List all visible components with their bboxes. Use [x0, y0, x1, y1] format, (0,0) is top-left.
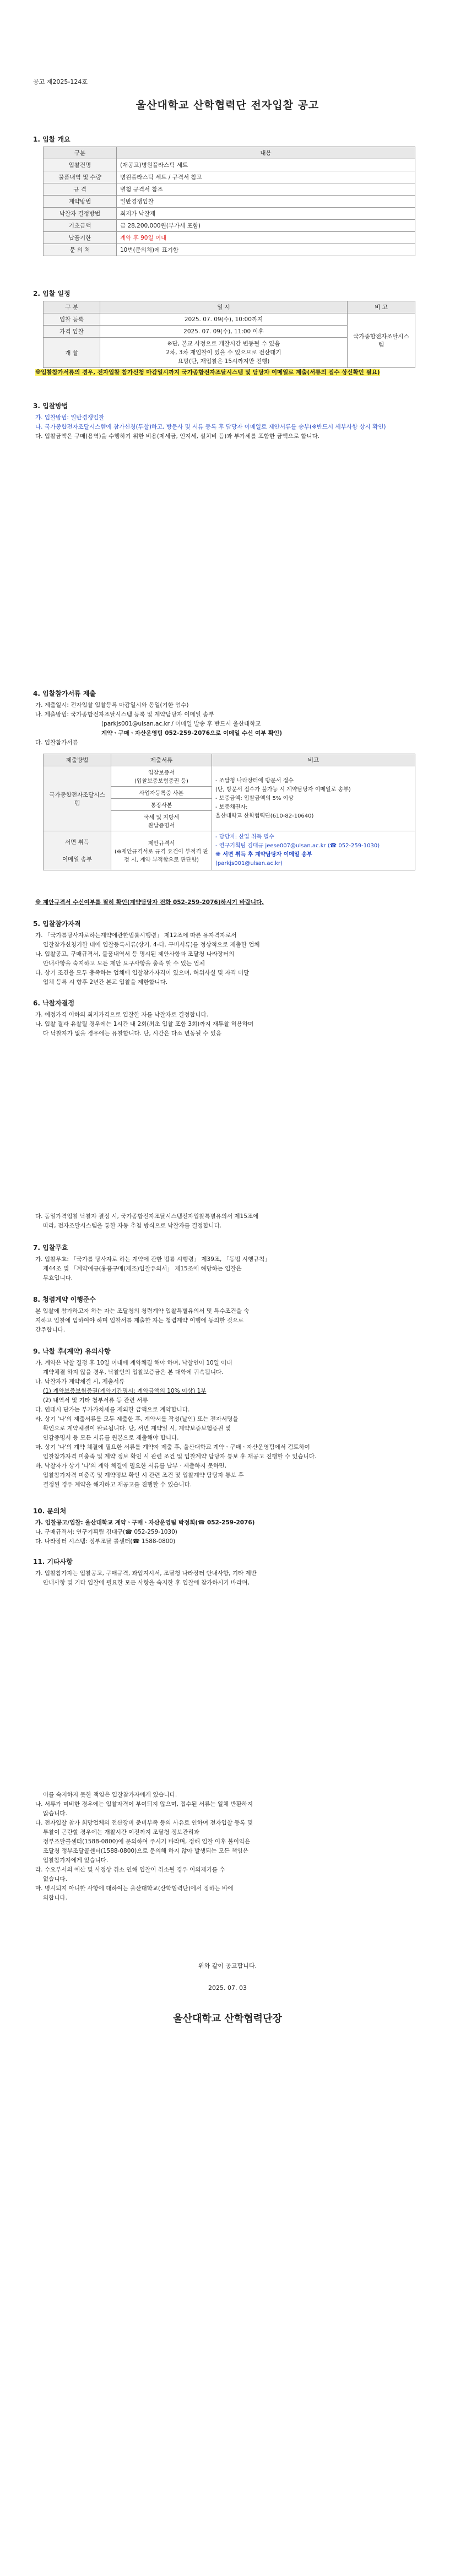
section-9-body	[35, 1359, 426, 1490]
list-item: 안내사항을 숙지하고 모든 제안 요구사항을 충족 할 수 있는 업체	[43, 960, 205, 967]
highlighted-notice: ※입찰참가서류의 경우, 전자입찰 참가신청 마감일시까지 국가종합전자조달시스템 및 담당자 이메일로 제출(서류의 접수 상신확인 필요)	[35, 369, 380, 376]
section-11-body	[35, 1569, 421, 1588]
note-line: - 연구기획팀 김대규 jeese007@ulsan.ac.kr (☎ 052-259-1030)	[215, 843, 380, 849]
row-value: 일반경쟁입찰	[117, 196, 415, 208]
section-5-heading: 5. 입찰참가자격	[33, 920, 81, 928]
notice-number: 공고 제2025-124호	[33, 78, 88, 85]
list-item: 라. 상기 '나'의 제출서류를 모두 제출한 후, 계약서를 작성(날인) 또는 전자서명을	[35, 1416, 239, 1422]
text-line: 제44조 및 「계약예규(용품구매(제조)입찰유의서」 제15조에 해당하는 입찰은	[43, 1265, 242, 1272]
doc-cell: 통장사본	[111, 799, 212, 811]
section-10-heading: 10. 문의처	[33, 1507, 67, 1515]
doc-cell: 입찰보증서 (입찰보증보험증권 등)	[111, 766, 212, 787]
section-4-heading: 4. 입찰참가서류 제출	[33, 690, 96, 697]
text-line: 간주합니다.	[35, 1327, 66, 1333]
list-item: 다. 입찰참가서류	[35, 739, 78, 746]
section-10-body	[35, 1518, 421, 1546]
section-4-body	[35, 701, 421, 748]
overview-col-label: 구분	[44, 147, 117, 159]
list-item: 나. 국가종합전자조달시스템에 참가신청(투찰)하고, 방문사 및 서류 등록 후 담당자 이메일로 제안서류를 송부(※반드시 세부사항 상시 확인)	[35, 424, 386, 430]
list-item: 없습니다.	[43, 1876, 67, 1882]
section-3-heading: 3. 입찰방법	[33, 402, 68, 410]
section-5-body	[35, 931, 421, 987]
notice-date: 2025. 07. 03	[208, 1984, 247, 1991]
list-item: 입찰참가신청기한 내에 입찰등록서류(상기. 4-다. 구비서류)를 정상적으로 제출한 업체	[43, 941, 260, 948]
row-label: 납품기한	[44, 232, 117, 244]
list-item: 다. 전자입찰 참가 희망업체의 전산장비 준비부족 등의 사유로 인하여 전자입찰 등록 및	[35, 1820, 253, 1826]
doc-note: - 조달청 나라장터에 방문서 접수 (단, 방문서 접수가 불가능 시 계약담당자 이메일로 송부) - 보증금액: 입찰금액의 5% 이상 - 보증채권자: 울산대학교 산학협력단(610-82-10640)	[212, 766, 415, 831]
docs-col-note: 비고	[212, 754, 415, 766]
list-item: 입찰참가자에게 있습니다.	[43, 1857, 109, 1864]
list-item: 라. 수요부서의 예산 및 사정상 취소 인해 입찰이 취소될 경우 이의제기를 수	[35, 1866, 225, 1873]
schedule-col-3: 비 고	[348, 301, 415, 313]
doc-cell: 사업자등록증 사본	[111, 787, 212, 799]
list-item: 가. 입찰방법: 일반경쟁입찰	[35, 414, 105, 421]
row-label: 규 격	[44, 183, 117, 196]
row-value: 별첨 규격서 참조	[117, 183, 415, 196]
section-1-heading: 1. 입찰 개요	[33, 136, 71, 143]
list-item: 따라, 전자조달시스템을 통한 자동 추첨 방식으로 낙찰자를 결정합니다.	[43, 1222, 222, 1229]
list-item: 나. 입찰 결과 유찰될 경우에는 1시간 내 2회(최초 입찰 포함 3회)까지 재투찰 허용하며	[35, 1021, 254, 1027]
open-line: ※단, 본교 사정으로 개찰시간 변동될 수 있음	[167, 340, 280, 347]
table-row	[44, 220, 415, 232]
list-item: 업체 등록 시 향후 2년간 본교 입찰을 제한합니다.	[43, 979, 168, 986]
row-label: 개 찰	[44, 338, 100, 368]
list-item: 나. 제출방법: 국가종합전자조달시스템 등록 및 계약담당자 이메일 송부	[35, 711, 214, 718]
section-11-body-cont	[35, 1790, 421, 1903]
list-item: 가. 계약은 낙찰 결정 후 10일 이내에 계약체결 해야 하며, 낙찰인이 10일 이내	[35, 1360, 232, 1366]
row-label: 낙찰자 결정방법	[44, 208, 117, 220]
row-value: 최저가 낙찰제	[117, 208, 415, 220]
section-6-body-cont	[35, 1212, 421, 1231]
schedule-note: 국가종합전자조달시스템	[348, 313, 415, 368]
doc-cell: 제안규격서 (※제안규격서로 규격 요건이 부적격 판정 시, 계약 부적합으로 판단함)	[111, 831, 212, 870]
list-item: 이를 숙지하지 못한 책임은 입찰참가자에게 있습니다.	[43, 1792, 177, 1798]
text-line: 본 입찰에 참가하고자 하는 자는 조달청의 청렴계약 입찰특별유의서 및 특수조건을 숙	[35, 1308, 250, 1314]
text-line: 가. 입찰무효: 「국가를 당사자로 하는 계약에 관한 법률 시행령」 제39조, 「동법 시행규칙」	[35, 1256, 270, 1263]
row-label: 가격 입찰	[44, 326, 100, 338]
row-value: 2025. 07. 09(수), 11:00 이후	[100, 326, 348, 338]
list-item: 입찰참가자격 미충족 및 계약 정보 확인 시 관련 조건 및 입찰계약 담당자 통보 후 재공고 진행할 수 있습니다.	[43, 1453, 317, 1460]
list-item: 계약ㆍ구매ㆍ자산운영팀 052-259-2076으로 이메일 수신 여부 확인)	[101, 730, 282, 737]
row-value: 병원플라스틱 세트 / 규격서 참고	[117, 171, 415, 183]
docs-col-docs: 제출서류	[111, 754, 212, 766]
list-item: 다. 입찰금액은 구매(용역)을 수행하기 위한 비용(제세금, 인지세, 설치비 등)과 부가세를 포함한 금액으로 합니다.	[35, 433, 320, 440]
section-7-heading: 7. 입찰무효	[33, 1244, 68, 1252]
list-item: 바. 낙찰자가 상기 '나'의 계약 체결에 필요한 서류를 납부ㆍ제출하지 못하면,	[35, 1463, 226, 1469]
list-item: 가. 입찰공고/입찰: 울산대학교 계약ㆍ구매ㆍ자산운영팀 박정희(☎ 052-259-2076)	[35, 1519, 255, 1526]
schedule-col-2: 일 시	[100, 301, 348, 313]
section-8-heading: 8. 청렴계약 이행준수	[33, 1296, 96, 1303]
row-value: 계약 후 90일 이내	[117, 232, 415, 244]
table-row	[44, 831, 415, 870]
list-item: 계약체결 하지 않을 경우, 낙찰인의 입찰보증금은 본 대학에 귀속됩니다.	[43, 1369, 224, 1376]
overview-table	[43, 147, 415, 256]
note-line: - 담당자: 산업 취득 필수	[215, 834, 274, 840]
row-label: 문 의 처	[44, 244, 117, 256]
list-item: (1) 계약보증보험증권(계약기간명시: 계약금액의 10% 이상) 1부	[43, 1388, 207, 1394]
list-item: 정부조달콜센터(1588-0800)에 문의하여 주시기 바라며, 정해 입찰 이후 불이익은	[43, 1838, 251, 1845]
list-item: 마. 명시되지 아니한 사항에 대하여는 울산대학교(산학협력단)에서 정하는 바에	[35, 1885, 234, 1892]
table-row	[44, 183, 415, 196]
table-row	[44, 232, 415, 244]
list-item: 마. 상기 '나'의 계약 체결에 필요한 서류를 계약자 제출 후, 울산대학교 계약ㆍ구매ㆍ자산운영팀에서 검토하여	[35, 1444, 310, 1451]
note-line: (parkjs001@ulsan.ac.kr)	[215, 861, 283, 867]
section-7-body	[35, 1255, 421, 1283]
table-row	[44, 159, 415, 171]
schedule-col-1: 구 분	[44, 301, 100, 313]
documents-notice: ※ 제안규격서 수신여부를 필히 확인(계약담당자 전화 052-259-2076)하시기 바랍니다.	[35, 899, 264, 906]
row-label: 입찰 등록	[44, 313, 100, 326]
section-6-body	[35, 1010, 421, 1038]
list-item: 가. 예정가격 이하의 최저가격으로 입찰한 자를 낙찰자로 결정합니다.	[35, 1011, 209, 1018]
documents-table	[43, 754, 415, 870]
page-title: 울산대학교 산학협력단 전자입찰 공고	[136, 99, 319, 111]
table-row	[44, 244, 415, 256]
row-value: (재공고)병원플라스틱 세트	[117, 159, 415, 171]
list-item: 조달청 정부조달콜센터(1588-0800)으로 문의해 하지 않아 발생되는 모든 책임은	[43, 1848, 248, 1854]
row-label: 계약방법	[44, 196, 117, 208]
row-label: 입찰건명	[44, 159, 117, 171]
overview-col-content: 내용	[117, 147, 415, 159]
text-line: 지하고 입찰에 임하여야 하며 입찰서를 제출한 자는 청렴계약 이행에 동의한 것으로	[35, 1317, 244, 1324]
list-item: 나. 입찰공고, 구매규격서, 물품내역서 등 명시된 제안사항과 조달청 나라장터의	[35, 951, 235, 957]
row-value: 10번(문의처)에 표기함	[117, 244, 415, 256]
doc-note	[212, 831, 415, 870]
table-row	[44, 313, 415, 326]
open-info	[100, 338, 348, 368]
list-item: 인감증명서 등 모든 서류를 원본으로 제출해야 합니다.	[43, 1435, 179, 1441]
list-item: 나. 구매규격서: 연구기획팀 김대규(☎ 052-259-1030)	[35, 1529, 177, 1535]
list-item: 다 낙찰자가 없을 경우에는 유찰합니다. 단, 시간은 다소 변동될 수 있음	[43, 1030, 222, 1037]
list-item: 가. 입찰참가자는 입찰공고, 구매규격, 과업지시서, 조달청 나라장터 안내사항, 기타 제반	[35, 1570, 257, 1577]
section-3-body	[35, 413, 421, 441]
list-item: 가. 제출일시: 전자입찰 입찰등록 마감일시와 동일(기한 엄수)	[35, 702, 189, 708]
section-6-heading: 6. 낙찰자결정	[33, 999, 75, 1007]
list-item: 안내사항 및 기타 입찰에 필요한 모든 사항을 숙지한 후 입찰에 참가하시기 바라며,	[43, 1579, 250, 1586]
open-line: 2차, 3차 재입찰이 있을 수 있으므로 전산대기	[166, 349, 281, 356]
closing-text: 위와 같이 공고합니다.	[198, 1962, 257, 1969]
list-item: 가. 「국가를당사자로하는계약에관한법률시행령」 제12조에 따른 유자격자로서	[35, 932, 237, 939]
method-label-line: 이메일 송부	[62, 856, 93, 863]
list-item: (parkjs001@ulsan.ac.kr / 이메일 발송 후 반드시 울산대학교	[101, 721, 261, 727]
list-item: 확인으로 계약체결이 완료됩니다. 단, 서면 계약일 시, 계약보증보험증권 및	[43, 1425, 231, 1432]
list-item: 투찰이 곤란할 경우에는 개찰시간 이전까지 조달청 정보관리과	[43, 1829, 199, 1836]
signatory: 울산대학교 산학협력단장	[173, 2013, 282, 2025]
list-item: 의합니다.	[43, 1895, 67, 1901]
list-item: 나. 낙찰자가 계약체결 시, 제출서류	[35, 1378, 125, 1385]
list-item: 나. 서류가 미비한 경우에는 입찰자격이 부여되지 않으며, 접수된 서류는 일체 반환하지	[35, 1801, 253, 1807]
list-item: 입찰참가자격 미충족 및 계약정보 확인 시 관련 조건 및 입찰계약 담당자 통보 후	[43, 1472, 244, 1479]
list-item: 않습니다.	[43, 1810, 67, 1817]
table-row	[44, 171, 415, 183]
section-2-heading: 2. 입찰 일정	[33, 290, 71, 297]
doc-cell: 국세 및 지방세 완납증명서	[111, 811, 212, 831]
section-8-body	[35, 1307, 421, 1335]
table-row	[44, 766, 415, 787]
note-line: ※ 서면 취득 후 계약담당자 이메일 송부	[215, 852, 312, 858]
schedule-table	[43, 301, 415, 368]
list-item: 다. 나라장터 시스템: 정부조달 콜센터(☎ 1588-0800)	[35, 1538, 176, 1545]
schedule-notice	[35, 368, 421, 377]
table-row	[44, 208, 415, 220]
list-item: 다. 연대시 단가는 부가가치세를 제외한 금액으로 계약합니다.	[35, 1406, 190, 1413]
row-value: 2025. 07. 09(수), 10:00까지	[100, 313, 348, 326]
method-label: 국가종합전자조달시스템	[44, 766, 111, 831]
text-line: 무효입니다.	[43, 1275, 73, 1281]
list-item: 다. 동일가격입찰 낙찰자 결정 시, 국가종합전자조달시스템전자입찰특별유의서 제15조에	[35, 1213, 259, 1220]
method-label-line: 서면 취득	[65, 839, 89, 846]
list-item: (2) 내역서 및 기타 첨부서류 등 관련 서류	[43, 1397, 148, 1404]
table-row	[44, 196, 415, 208]
section-9-heading: 9. 낙찰 후(계약) 유의사항	[33, 1347, 111, 1355]
row-label: 물품내역 및 수량	[44, 171, 117, 183]
list-item: 다. 상기 조건을 모두 충족하는 업체에 입찰참가자격이 있으며, 허위사실 및 자격 미달	[35, 970, 250, 976]
row-label: 기초금액	[44, 220, 117, 232]
open-line: 요망(단, 재입찰은 15시까지만 진행)	[177, 358, 270, 365]
section-11-heading: 11. 기타사항	[33, 1558, 73, 1566]
row-value: 금 28,200,000원(부가세 포함)	[117, 220, 415, 232]
method-label	[44, 831, 111, 870]
list-item: 결정된 경우 계약을 해지하고 재공고를 진행할 수 있습니다.	[43, 1481, 192, 1488]
docs-col-method: 제출방법	[44, 754, 111, 766]
